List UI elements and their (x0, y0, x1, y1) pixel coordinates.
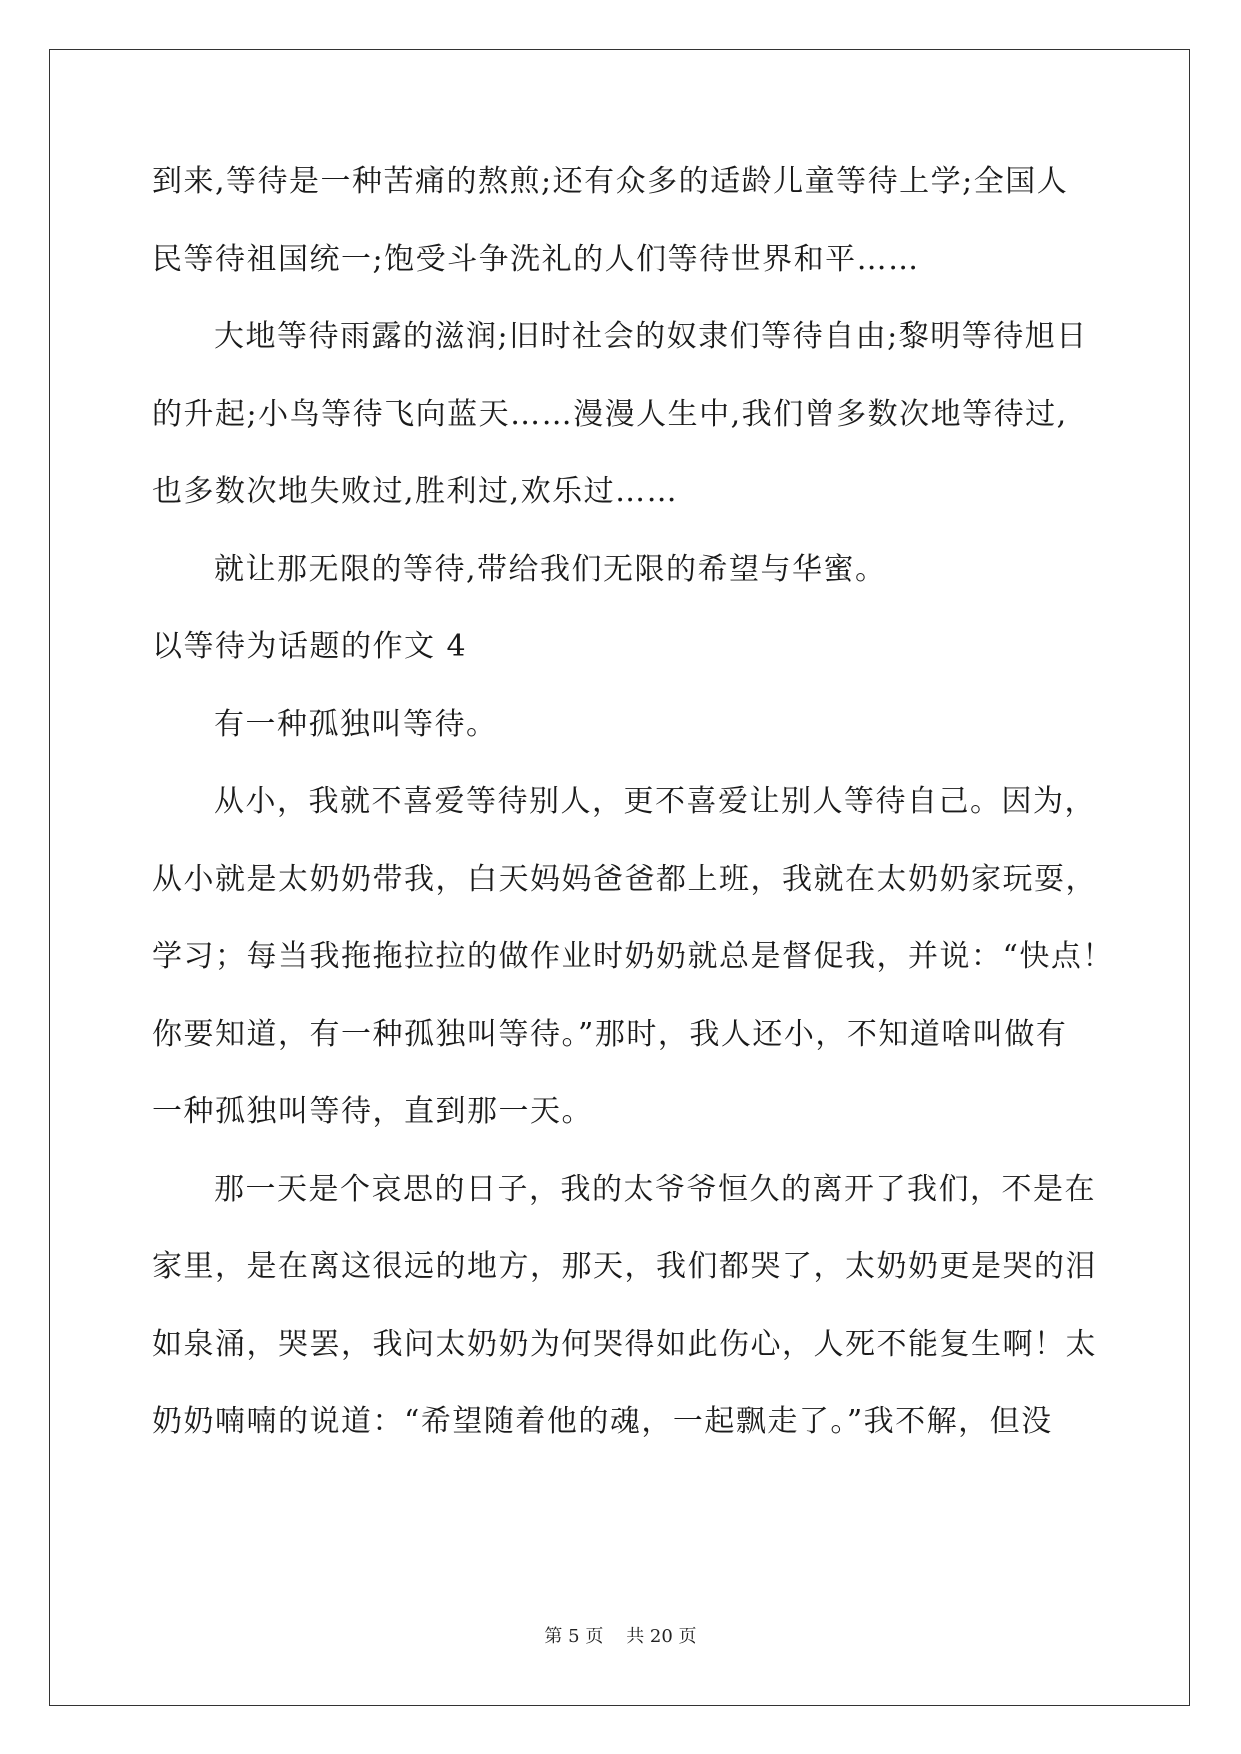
text-line: 如泉涌，哭罢，我问太奶奶为何哭得如此伤心，人死不能复生啊！太 (152, 1326, 1097, 1362)
text-line: 的升起;小鸟等待飞向蓝天……漫漫人生中,我们曾多数次地等待过, (152, 396, 1068, 432)
text-line: 那一天是个哀思的日子，我的太爷爷恒久的离开了我们，不是在 (214, 1171, 1096, 1207)
text-line: 以等待为话题的作文 4 (152, 629, 468, 664)
text-line: 你要知道，有一种孤独叫等待。”那时，我人还小，不知道啥叫做有 (152, 1016, 1068, 1052)
text-line: 到来,等待是一种苦痛的熬煎;还有众多的适龄儿童等待上学;全国人 (152, 164, 1069, 199)
document-body (152, 157, 1114, 1475)
text-line: 一种孤独叫等待，直到那一天。 (152, 1094, 593, 1129)
text-line: 奶奶喃喃的说道：“希望随着他的魂，一起飘走了。”我不解，但没 (152, 1404, 1053, 1439)
text-line: 学习；每当我拖拖拉拉的做作业时奶奶就总是督促我，并说：“快点！ (152, 939, 1114, 974)
text-line: 也多数次地失败过,胜利过,欢乐过…… (152, 474, 679, 509)
text-line: 大地等待雨露的滋润;旧时社会的奴隶们等待自由;黎明等待旭日 (214, 319, 1088, 354)
text-line: 民等待祖国统一;饱受斗争洗礼的人们等待世界和平…… (152, 241, 920, 277)
text-line: 从小就是太奶奶带我，白天妈妈爸爸都上班，我就在太奶奶家玩耍， (152, 861, 1097, 897)
text-line: 从小，我就不喜爱等待别人，更不喜爱让别人等待自己。因为， (214, 784, 1096, 819)
text-line: 有一种孤独叫等待。 (214, 706, 498, 742)
text-line: 家里，是在离这很远的地方，那天，我们都哭了，太奶奶更是哭的泪 (152, 1249, 1097, 1284)
page-number-footer: 第 5 页 共 20 页 (544, 1626, 697, 1647)
text-line: 就让那无限的等待,带给我们无限的希望与华蜜。 (214, 551, 887, 587)
